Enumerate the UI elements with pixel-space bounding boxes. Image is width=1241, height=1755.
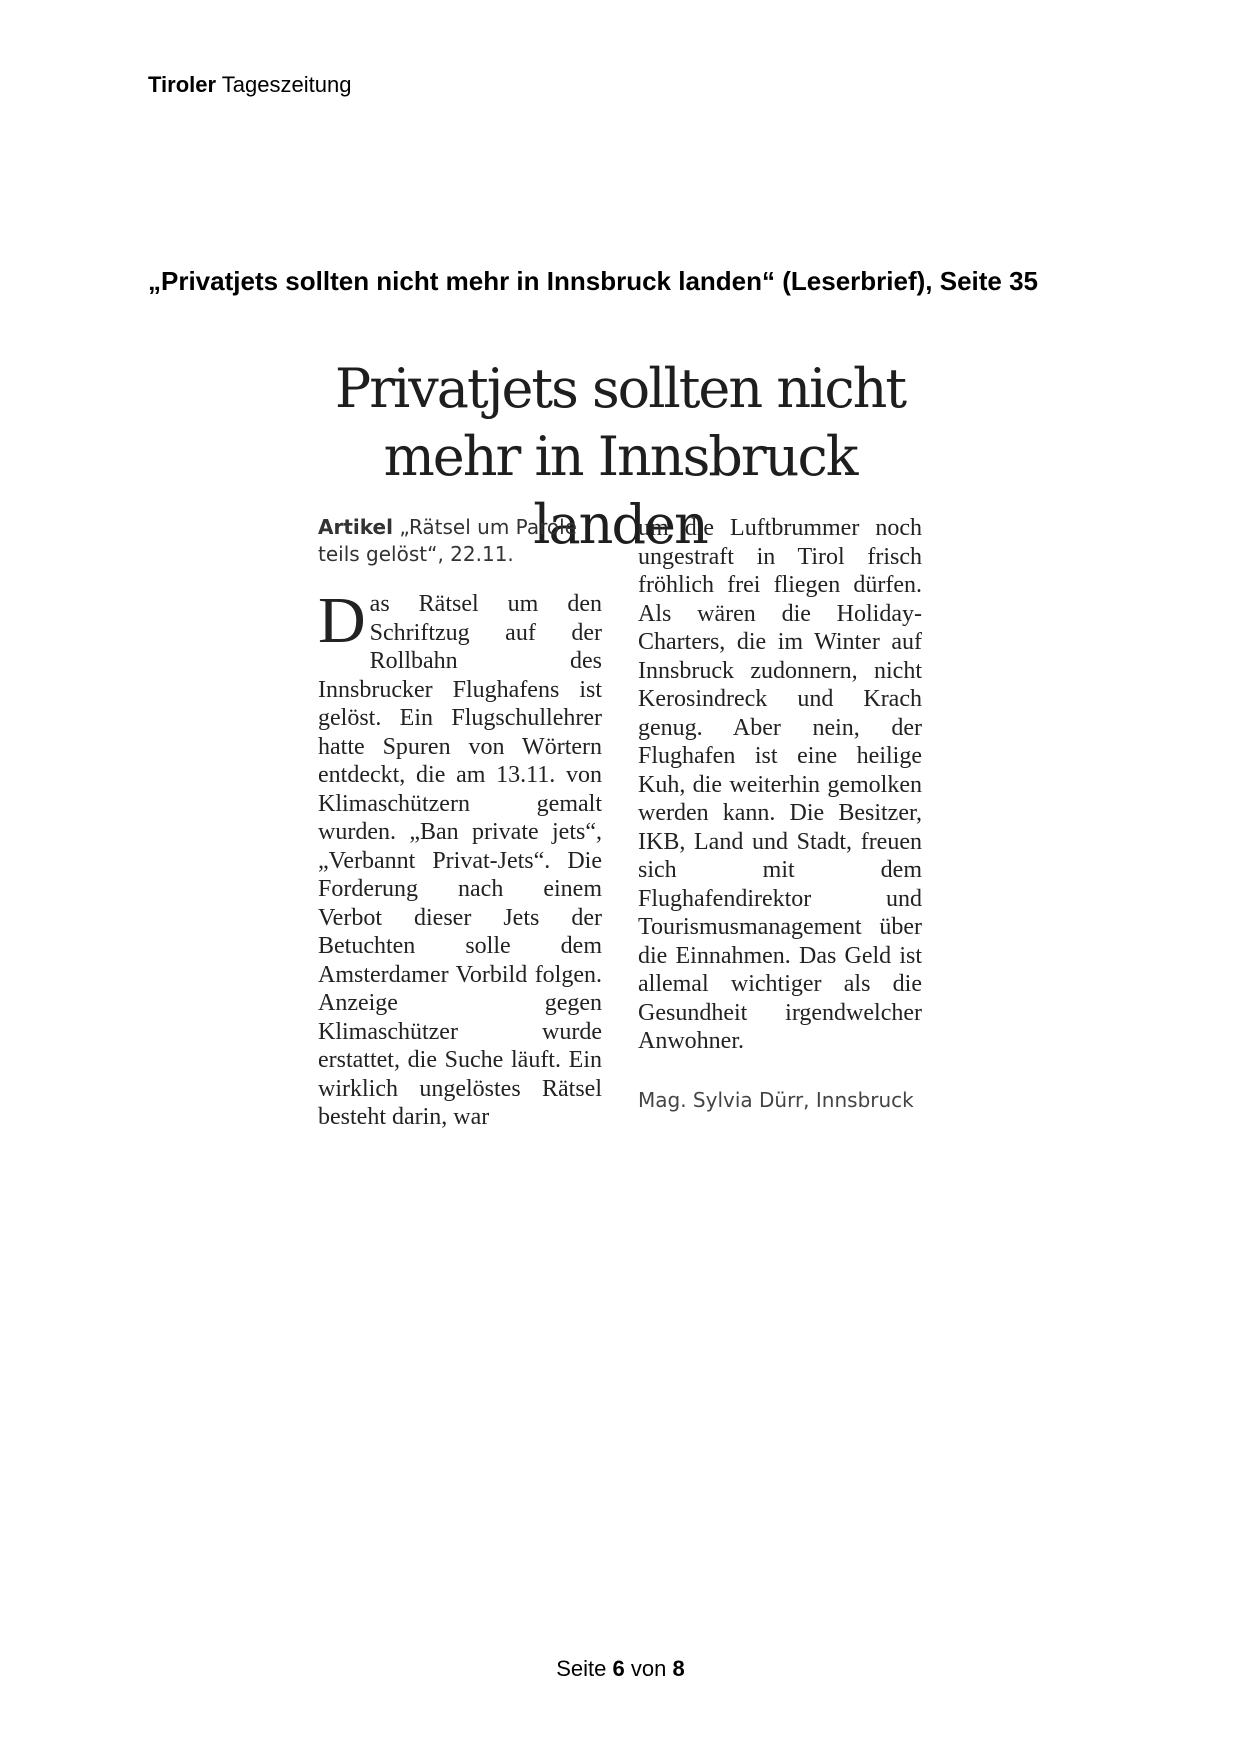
page-footer — [0, 1656, 1241, 1682]
footer-page-total: 8 — [672, 1656, 685, 1681]
body-text-col1 — [318, 584, 602, 1132]
publication-name-bold: Tiroler — [148, 72, 217, 97]
author-signature: Mag. Sylvia Dürr, Innsbruck — [638, 1087, 914, 1112]
clipping-title-line1: Privatjets sollten nicht — [334, 357, 906, 420]
body-col1-text: as Rätsel um den Schriftzug auf der Rollbahn des Innsbrucker Flughafens ist gelöst. Ein Flugschullehrer hatte Spuren von Wörtern entdeckt, die am 13.11. von Klimaschützern gemalt wurden. „Ban private jets“, „Verbannt Privat-Jets“. Die Forderung nach einem Verbot dieser Jets der Betuchten solle dem Amsterdamer Vorbild folgen. Anzeige gegen Klimaschützer wurde erstattet, die Suche läuft. Ein wirklich ungelöstes Rätsel besteht darin, war — [318, 591, 602, 1130]
article-column-left — [318, 514, 602, 1132]
publication-name — [148, 72, 351, 98]
footer-page-number: 6 — [612, 1656, 625, 1681]
article-headline: „Privatjets sollten nicht mehr in Innsbruck landen“ (Leserbrief), Seite 35 — [148, 266, 1039, 296]
reference-label: Artikel — [318, 515, 393, 539]
body-text-col2: um die Luftbrummer noch ungestraft in Tirol frisch fröhlich frei fliegen dürfen. Als wären die Holiday-Charters, die im Winter auf Innsbruck zudonnern, nicht Kerosindreck und Krach genug. Aber nein, der Flughafen ist eine heilige Kuh, die weiterhin gemolken werden kann. Die Besitzer, IKB, Land und Stadt, freuen sich mit dem Flughafendirektor und Tourismusmanagement über die Einnahmen. Das Geld ist allemal wichtiger als die Gesundheit irgendwelcher Anwohner. — [638, 515, 922, 1054]
footer-mid: von — [630, 1656, 667, 1681]
article-column-right — [638, 514, 922, 1114]
reference-text: „Rätsel um Parole teils gelöst“, 22.11. — [318, 515, 577, 566]
drop-cap: D — [318, 584, 366, 657]
clipping-title-line2: mehr in Innsbruck landen — [383, 425, 857, 556]
footer-prefix: Seite — [556, 1656, 607, 1681]
article-reference — [318, 514, 602, 568]
publication-name-rest: Tageszeitung — [221, 72, 352, 97]
